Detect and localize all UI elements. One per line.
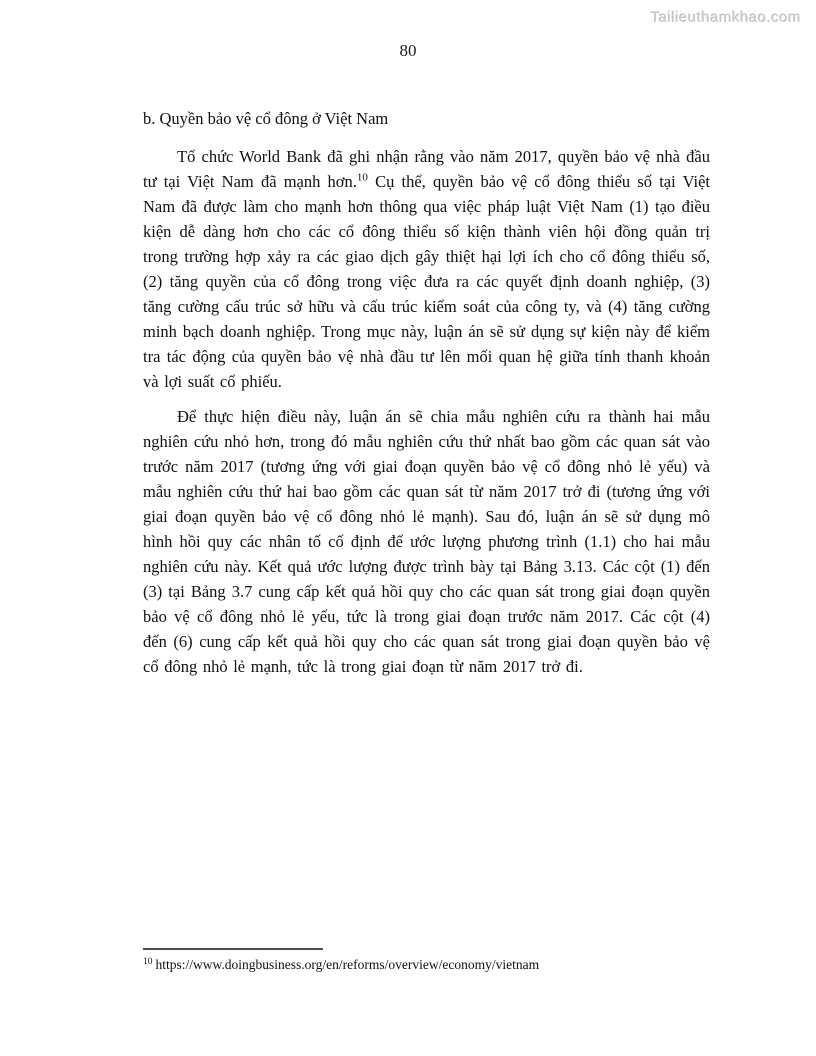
page-number: 80: [399, 41, 417, 60]
footnote-url: https://www.doingbusiness.org/en/reforms/overview/economy/vietnam: [155, 957, 540, 972]
paragraph-1-text-after-footnote-ref: Cụ thể, quyền bảo vệ cổ đông thiểu số tại Việt Nam đã được làm cho mạnh hơn thông qua việc pháp luật Việt Nam (1) tạo điều kiện dễ dàng hơn cho các cổ đông thiểu số kiện thành viên hội đồng quản trị trong trường hợp xảy ra các giao dịch gây thiệt hại lợi ích cho cổ đông thiểu số, (2) tăng quyền của cổ đông trong việc đưa ra các quyết định doanh nghiệp, (3) tăng cường cấu trúc sở hữu và cấu trúc kiểm soát của công ty, và (4) tăng cường minh bạch doanh nghiệp. Trong mục này, luận án sẽ sử dụng sự kiện này để kiểm tra tác động của quyền bảo vệ nhà đầu tư lên mối quan hệ giữa tính thanh khoản và lợi suất cổ phiếu.: [143, 172, 710, 391]
footnote-area: [143, 948, 710, 974]
footnote: [143, 956, 710, 974]
footnote-separator: [143, 948, 323, 950]
watermark: Tailieuthamkhao.com: [650, 9, 801, 26]
paragraph-1-text-before-footnote-ref: Tổ chức World Bank đã ghi nhận rằng vào năm 2017, quyền bảo vệ nhà đầu tư tại Việt Nam đã mạnh hơn.: [143, 147, 710, 191]
footnote-reference: 10: [356, 171, 368, 184]
footnote-marker: 10: [143, 956, 153, 967]
paragraph-2: Để thực hiện điều này, luận án sẽ chia mẫu nghiên cứu ra thành hai mẫu nghiên cứu nhỏ hơn, trong đó mẫu nghiên cứu thứ nhất bao gồm các quan sát vào trước năm 2017 (tương ứng với giai đoạn quyền bảo vệ cổ đông nhỏ lẻ yếu) và mẫu nghiên cứu thứ hai bao gồm các quan sát từ năm 2017 trở đi (tương ứng với giai đoạn quyền bảo vệ cổ đông nhỏ lẻ mạnh). Sau đó, luận án sẽ sử dụng mô hình hồi quy các nhân tố cố định để ước lượng phương trình (1.1) cho hai mẫu nghiên cứu này. Kết quả ước lượng được trình bày tại Bảng 3.13. Các cột (1) đến (3) tại Bảng 3.7 cung cấp kết quả hồi quy cho các quan sát trong giai đoạn quyền bảo vệ cổ đông nhỏ lẻ yếu, tức là trong giai đoạn trước năm 2017. Các cột (4) đến (6) cung cấp kết quả hồi quy cho các quan sát trong giai đoạn quyền bảo vệ cổ đông nhỏ lẻ mạnh, tức là trong giai đoạn từ năm 2017 trở đi.: [143, 407, 710, 676]
section-heading: b. Quyền bảo vệ cổ đông ở Việt Nam: [143, 109, 389, 128]
page-content: [143, 108, 710, 689]
paragraph-1: [143, 144, 710, 394]
